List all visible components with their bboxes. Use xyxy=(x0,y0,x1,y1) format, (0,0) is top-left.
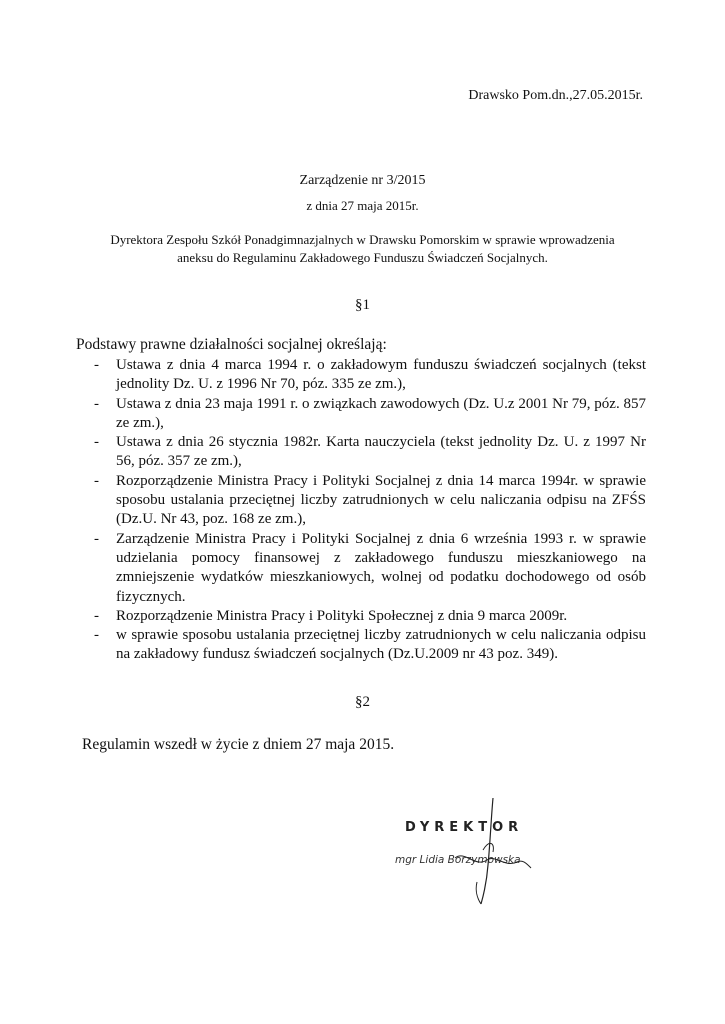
section-2-heading: §2 xyxy=(355,694,370,710)
list-dash: - xyxy=(94,434,99,451)
list-item xyxy=(86,395,646,434)
list-dash: - xyxy=(94,395,99,412)
list-item xyxy=(86,607,646,626)
list-item xyxy=(86,433,646,472)
list-item-text: Ustawa z dnia 4 marca 1994 r. o zakładowym funduszu świadczeń socjalnych (tekst jednolity Dz. U. z 1996 Nr 70, póz. 335 ze zm.), xyxy=(116,357,646,393)
description-line-1: Dyrektora Zespołu Szkół Ponadgimnazjalnych w Drawsku Pomorskim w sprawie wprowadzenia xyxy=(110,232,615,247)
document-description xyxy=(70,231,655,267)
stamp-title: DYREKTOR xyxy=(405,820,524,835)
handwritten-signature xyxy=(395,790,545,910)
section-1-intro: Podstawy prawne działalności socjalnej określają: xyxy=(76,336,387,353)
list-item xyxy=(86,530,646,607)
list-dash: - xyxy=(94,607,99,624)
list-item-text: Ustawa z dnia 26 stycznia 1982r. Karta nauczyciela (tekst jednolity Dz. U. z 1997 Nr 56, póz. 357 ze zm.), xyxy=(116,434,646,470)
list-item-text: Rozporządzenie Ministra Pracy i Polityki Socjalnej z dnia 14 marca 1994r. w sprawie sposobu ustalania przeciętnej liczby zatrudnionych w celu naliczania odpisu na ZFŚS (Dz.U. Nr 43, poz. 168 ze zm.), xyxy=(116,472,646,528)
description-line-2: aneksu do Regulaminu Zakładowego Funduszu Świadczeń Socjalnych. xyxy=(177,250,548,265)
list-dash: - xyxy=(94,627,99,644)
section-1-heading: §1 xyxy=(355,297,370,313)
list-item xyxy=(86,356,646,395)
list-dash: - xyxy=(94,357,99,373)
section-2-text: Regulamin wszedł w życie z dniem 27 maja 2015. xyxy=(82,736,395,753)
document-date: z dnia 27 maja 2015r. xyxy=(306,198,419,213)
legal-basis-list xyxy=(86,356,646,665)
stamp-name: mgr Lidia Borzymowska xyxy=(395,854,521,866)
document-title: Zarządzenie nr 3/2015 xyxy=(299,173,426,188)
director-stamp xyxy=(395,790,545,910)
place-date: Drawsko Pom.dn.,27.05.2015r. xyxy=(468,88,643,103)
list-dash: - xyxy=(94,472,99,489)
list-item-text: Rozporządzenie Ministra Pracy i Polityki Społecznej z dnia 9 marca 2009r. xyxy=(116,607,568,624)
list-dash: - xyxy=(94,530,99,547)
list-item-text: w sprawie sposobu ustalania przeciętnej liczby zatrudnionych w celu naliczania odpisu na zakładowy fundusz świadczeń socjalnych (Dz.U.2009 nr 43 poz. 349). xyxy=(116,627,646,663)
list-item xyxy=(86,626,646,665)
list-item-text: Ustawa z dnia 23 maja 1991 r. o związkach zawodowych (Dz. U.z 2001 Nr 79, póz. 857 ze zm.), xyxy=(116,395,646,431)
list-item-text: Zarządzenie Ministra Pracy i Polityki Socjalnej z dnia 6 września 1993 r. w sprawie udzielania pomocy finansowej z zakładowego funduszu mieszkaniowego na zmniejszenie wydatków mieszkaniowych, wolnej od podatku dochodowego od osób fizycznych. xyxy=(116,530,646,605)
list-item xyxy=(86,472,646,530)
